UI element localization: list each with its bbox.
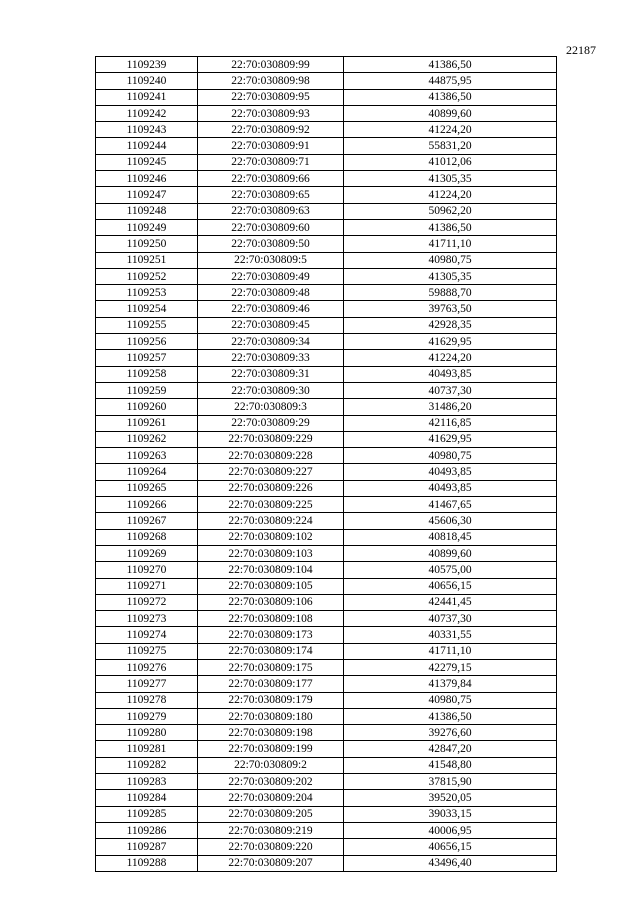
cadastral-number-cell: 22:70:030809:198 bbox=[198, 725, 344, 741]
table-row bbox=[96, 219, 557, 235]
value-cell: 41629,95 bbox=[344, 431, 557, 447]
cadastral-number-cell: 22:70:030809:46 bbox=[198, 301, 344, 317]
table-row bbox=[96, 73, 557, 89]
row-number-cell: 1109249 bbox=[96, 219, 198, 235]
row-number-cell: 1109241 bbox=[96, 89, 198, 105]
cadastral-number-cell: 22:70:030809:93 bbox=[198, 105, 344, 121]
table-row bbox=[96, 317, 557, 333]
table-row bbox=[96, 203, 557, 219]
value-cell: 40006,95 bbox=[344, 822, 557, 838]
row-number-cell: 1109281 bbox=[96, 741, 198, 757]
table-row bbox=[96, 725, 557, 741]
cadastral-number-cell: 22:70:030809:228 bbox=[198, 448, 344, 464]
cadastral-number-cell: 22:70:030809:49 bbox=[198, 268, 344, 284]
cadastral-number-cell: 22:70:030809:98 bbox=[198, 73, 344, 89]
value-cell: 40899,60 bbox=[344, 545, 557, 561]
value-cell: 41379,84 bbox=[344, 676, 557, 692]
row-number-cell: 1109248 bbox=[96, 203, 198, 219]
cadastral-number-cell: 22:70:030809:29 bbox=[198, 415, 344, 431]
cadastral-number-cell: 22:70:030809:31 bbox=[198, 366, 344, 382]
cadastral-number-cell: 22:70:030809:99 bbox=[198, 57, 344, 73]
table-row bbox=[96, 774, 557, 790]
cadastral-number-cell: 22:70:030809:179 bbox=[198, 692, 344, 708]
table-row bbox=[96, 529, 557, 545]
value-cell: 41224,20 bbox=[344, 122, 557, 138]
value-cell: 40493,85 bbox=[344, 366, 557, 382]
value-cell: 41711,10 bbox=[344, 643, 557, 659]
table-row bbox=[96, 399, 557, 415]
row-number-cell: 1109269 bbox=[96, 545, 198, 561]
cadastral-number-cell: 22:70:030809:63 bbox=[198, 203, 344, 219]
row-number-cell: 1109264 bbox=[96, 464, 198, 480]
row-number-cell: 1109280 bbox=[96, 725, 198, 741]
value-cell: 39276,60 bbox=[344, 725, 557, 741]
cadastral-number-cell: 22:70:030809:177 bbox=[198, 676, 344, 692]
value-cell: 41224,20 bbox=[344, 350, 557, 366]
value-cell: 41386,50 bbox=[344, 219, 557, 235]
cadastral-number-cell: 22:70:030809:66 bbox=[198, 171, 344, 187]
value-cell: 37815,90 bbox=[344, 774, 557, 790]
row-number-cell: 1109282 bbox=[96, 757, 198, 773]
row-number-cell: 1109265 bbox=[96, 480, 198, 496]
value-cell: 31486,20 bbox=[344, 399, 557, 415]
table-row bbox=[96, 643, 557, 659]
value-cell: 41386,50 bbox=[344, 89, 557, 105]
value-cell: 40980,75 bbox=[344, 692, 557, 708]
table-row bbox=[96, 415, 557, 431]
table-row bbox=[96, 187, 557, 203]
table-row bbox=[96, 578, 557, 594]
value-cell: 42928,35 bbox=[344, 317, 557, 333]
cadastral-number-cell: 22:70:030809:102 bbox=[198, 529, 344, 545]
cadastral-number-cell: 22:70:030809:92 bbox=[198, 122, 344, 138]
value-cell: 42441,45 bbox=[344, 594, 557, 610]
row-number-cell: 1109244 bbox=[96, 138, 198, 154]
table-row bbox=[96, 171, 557, 187]
row-number-cell: 1109266 bbox=[96, 497, 198, 513]
cadastral-number-cell: 22:70:030809:224 bbox=[198, 513, 344, 529]
row-number-cell: 1109257 bbox=[96, 350, 198, 366]
table-row bbox=[96, 611, 557, 627]
cadastral-number-cell: 22:70:030809:60 bbox=[198, 219, 344, 235]
row-number-cell: 1109262 bbox=[96, 431, 198, 447]
cadastral-number-cell: 22:70:030809:103 bbox=[198, 545, 344, 561]
cadastral-number-cell: 22:70:030809:71 bbox=[198, 154, 344, 170]
cadastral-number-cell: 22:70:030809:91 bbox=[198, 138, 344, 154]
value-cell: 41711,10 bbox=[344, 236, 557, 252]
row-number-cell: 1109243 bbox=[96, 122, 198, 138]
value-cell: 40656,15 bbox=[344, 578, 557, 594]
row-number-cell: 1109275 bbox=[96, 643, 198, 659]
value-cell: 42847,20 bbox=[344, 741, 557, 757]
value-cell: 42279,15 bbox=[344, 659, 557, 675]
value-cell: 41629,95 bbox=[344, 334, 557, 350]
table-row bbox=[96, 122, 557, 138]
cadastral-number-cell: 22:70:030809:104 bbox=[198, 562, 344, 578]
cadastral-number-cell: 22:70:030809:34 bbox=[198, 334, 344, 350]
row-number-cell: 1109239 bbox=[96, 57, 198, 73]
value-cell: 41012,06 bbox=[344, 154, 557, 170]
value-cell: 40818,45 bbox=[344, 529, 557, 545]
cadastral-number-cell: 22:70:030809:204 bbox=[198, 790, 344, 806]
row-number-cell: 1109283 bbox=[96, 774, 198, 790]
value-cell: 55831,20 bbox=[344, 138, 557, 154]
cadastral-number-cell: 22:70:030809:219 bbox=[198, 822, 344, 838]
table-row bbox=[96, 513, 557, 529]
value-cell: 39763,50 bbox=[344, 301, 557, 317]
table-row bbox=[96, 285, 557, 301]
value-cell: 50962,20 bbox=[344, 203, 557, 219]
cadastral-number-cell: 22:70:030809:229 bbox=[198, 431, 344, 447]
row-number-cell: 1109252 bbox=[96, 268, 198, 284]
value-cell: 59888,70 bbox=[344, 285, 557, 301]
row-number-cell: 1109261 bbox=[96, 415, 198, 431]
row-number-cell: 1109263 bbox=[96, 448, 198, 464]
table-row bbox=[96, 382, 557, 398]
cadastral-number-cell: 22:70:030809:202 bbox=[198, 774, 344, 790]
value-cell: 40656,15 bbox=[344, 839, 557, 855]
table-row bbox=[96, 138, 557, 154]
cadastral-number-cell: 22:70:030809:173 bbox=[198, 627, 344, 643]
value-cell: 41386,50 bbox=[344, 708, 557, 724]
value-cell: 40980,75 bbox=[344, 252, 557, 268]
value-cell: 40331,55 bbox=[344, 627, 557, 643]
table-row bbox=[96, 806, 557, 822]
value-cell: 40493,85 bbox=[344, 480, 557, 496]
table-row bbox=[96, 236, 557, 252]
cadastral-number-cell: 22:70:030809:175 bbox=[198, 659, 344, 675]
table-row bbox=[96, 448, 557, 464]
cadastral-number-cell: 22:70:030809:226 bbox=[198, 480, 344, 496]
value-cell: 45606,30 bbox=[344, 513, 557, 529]
value-cell: 40493,85 bbox=[344, 464, 557, 480]
table-row bbox=[96, 57, 557, 73]
value-cell: 39520,05 bbox=[344, 790, 557, 806]
row-number-cell: 1109284 bbox=[96, 790, 198, 806]
cadastral-number-cell: 22:70:030809:3 bbox=[198, 399, 344, 415]
row-number-cell: 1109271 bbox=[96, 578, 198, 594]
table-row bbox=[96, 252, 557, 268]
table-row bbox=[96, 676, 557, 692]
row-number-cell: 1109272 bbox=[96, 594, 198, 610]
table-row bbox=[96, 366, 557, 382]
table-body bbox=[96, 57, 557, 872]
value-cell: 40899,60 bbox=[344, 105, 557, 121]
table-row bbox=[96, 154, 557, 170]
row-number-cell: 1109246 bbox=[96, 171, 198, 187]
table-row bbox=[96, 855, 557, 871]
cadastral-number-cell: 22:70:030809:48 bbox=[198, 285, 344, 301]
cadastral-number-cell: 22:70:030809:108 bbox=[198, 611, 344, 627]
table-row bbox=[96, 692, 557, 708]
value-cell: 41224,20 bbox=[344, 187, 557, 203]
value-cell: 39033,15 bbox=[344, 806, 557, 822]
table-row bbox=[96, 594, 557, 610]
table-row bbox=[96, 350, 557, 366]
table-row bbox=[96, 822, 557, 838]
row-number-cell: 1109285 bbox=[96, 806, 198, 822]
table-row bbox=[96, 105, 557, 121]
row-number-cell: 1109286 bbox=[96, 822, 198, 838]
row-number-cell: 1109253 bbox=[96, 285, 198, 301]
table-row bbox=[96, 839, 557, 855]
row-number-cell: 1109288 bbox=[96, 855, 198, 871]
cadastral-number-cell: 22:70:030809:33 bbox=[198, 350, 344, 366]
row-number-cell: 1109274 bbox=[96, 627, 198, 643]
cadastral-number-cell: 22:70:030809:45 bbox=[198, 317, 344, 333]
table-row bbox=[96, 708, 557, 724]
value-cell: 41548,80 bbox=[344, 757, 557, 773]
value-cell: 40980,75 bbox=[344, 448, 557, 464]
cadastral-number-cell: 22:70:030809:30 bbox=[198, 382, 344, 398]
cadastral-number-cell: 22:70:030809:95 bbox=[198, 89, 344, 105]
row-number-cell: 1109245 bbox=[96, 154, 198, 170]
table-row bbox=[96, 301, 557, 317]
row-number-cell: 1109240 bbox=[96, 73, 198, 89]
table-row bbox=[96, 627, 557, 643]
row-number-cell: 1109254 bbox=[96, 301, 198, 317]
row-number-cell: 1109260 bbox=[96, 399, 198, 415]
cadastral-number-cell: 22:70:030809:205 bbox=[198, 806, 344, 822]
row-number-cell: 1109277 bbox=[96, 676, 198, 692]
row-number-cell: 1109259 bbox=[96, 382, 198, 398]
cadastral-number-cell: 22:70:030809:180 bbox=[198, 708, 344, 724]
row-number-cell: 1109268 bbox=[96, 529, 198, 545]
cadastral-number-cell: 22:70:030809:199 bbox=[198, 741, 344, 757]
value-cell: 41305,35 bbox=[344, 268, 557, 284]
table-row bbox=[96, 562, 557, 578]
table-row bbox=[96, 497, 557, 513]
cadastral-number-cell: 22:70:030809:174 bbox=[198, 643, 344, 659]
cadastral-number-cell: 22:70:030809:225 bbox=[198, 497, 344, 513]
value-cell: 41467,65 bbox=[344, 497, 557, 513]
table-row bbox=[96, 757, 557, 773]
row-number-cell: 1109267 bbox=[96, 513, 198, 529]
cadastral-number-cell: 22:70:030809:50 bbox=[198, 236, 344, 252]
table-row bbox=[96, 790, 557, 806]
cadastral-number-cell: 22:70:030809:227 bbox=[198, 464, 344, 480]
table-row bbox=[96, 480, 557, 496]
page-number: 22187 bbox=[566, 43, 596, 57]
row-number-cell: 1109250 bbox=[96, 236, 198, 252]
row-number-cell: 1109247 bbox=[96, 187, 198, 203]
value-cell: 40737,30 bbox=[344, 611, 557, 627]
value-cell: 40737,30 bbox=[344, 382, 557, 398]
cadastral-number-cell: 22:70:030809:220 bbox=[198, 839, 344, 855]
row-number-cell: 1109255 bbox=[96, 317, 198, 333]
table-row bbox=[96, 659, 557, 675]
cadastral-number-cell: 22:70:030809:105 bbox=[198, 578, 344, 594]
table-row bbox=[96, 89, 557, 105]
table-row bbox=[96, 741, 557, 757]
cadastral-value-table bbox=[95, 56, 557, 872]
cadastral-number-cell: 22:70:030809:2 bbox=[198, 757, 344, 773]
table-row bbox=[96, 268, 557, 284]
cadastral-number-cell: 22:70:030809:5 bbox=[198, 252, 344, 268]
row-number-cell: 1109273 bbox=[96, 611, 198, 627]
table-row bbox=[96, 431, 557, 447]
table-row bbox=[96, 334, 557, 350]
value-cell: 43496,40 bbox=[344, 855, 557, 871]
row-number-cell: 1109270 bbox=[96, 562, 198, 578]
row-number-cell: 1109258 bbox=[96, 366, 198, 382]
table-row bbox=[96, 464, 557, 480]
value-cell: 41305,35 bbox=[344, 171, 557, 187]
table-row bbox=[96, 545, 557, 561]
row-number-cell: 1109242 bbox=[96, 105, 198, 121]
value-cell: 42116,85 bbox=[344, 415, 557, 431]
cadastral-number-cell: 22:70:030809:106 bbox=[198, 594, 344, 610]
row-number-cell: 1109278 bbox=[96, 692, 198, 708]
row-number-cell: 1109276 bbox=[96, 659, 198, 675]
cadastral-number-cell: 22:70:030809:65 bbox=[198, 187, 344, 203]
row-number-cell: 1109287 bbox=[96, 839, 198, 855]
value-cell: 40575,00 bbox=[344, 562, 557, 578]
value-cell: 41386,50 bbox=[344, 57, 557, 73]
row-number-cell: 1109279 bbox=[96, 708, 198, 724]
row-number-cell: 1109251 bbox=[96, 252, 198, 268]
row-number-cell: 1109256 bbox=[96, 334, 198, 350]
value-cell: 44875,95 bbox=[344, 73, 557, 89]
cadastral-number-cell: 22:70:030809:207 bbox=[198, 855, 344, 871]
